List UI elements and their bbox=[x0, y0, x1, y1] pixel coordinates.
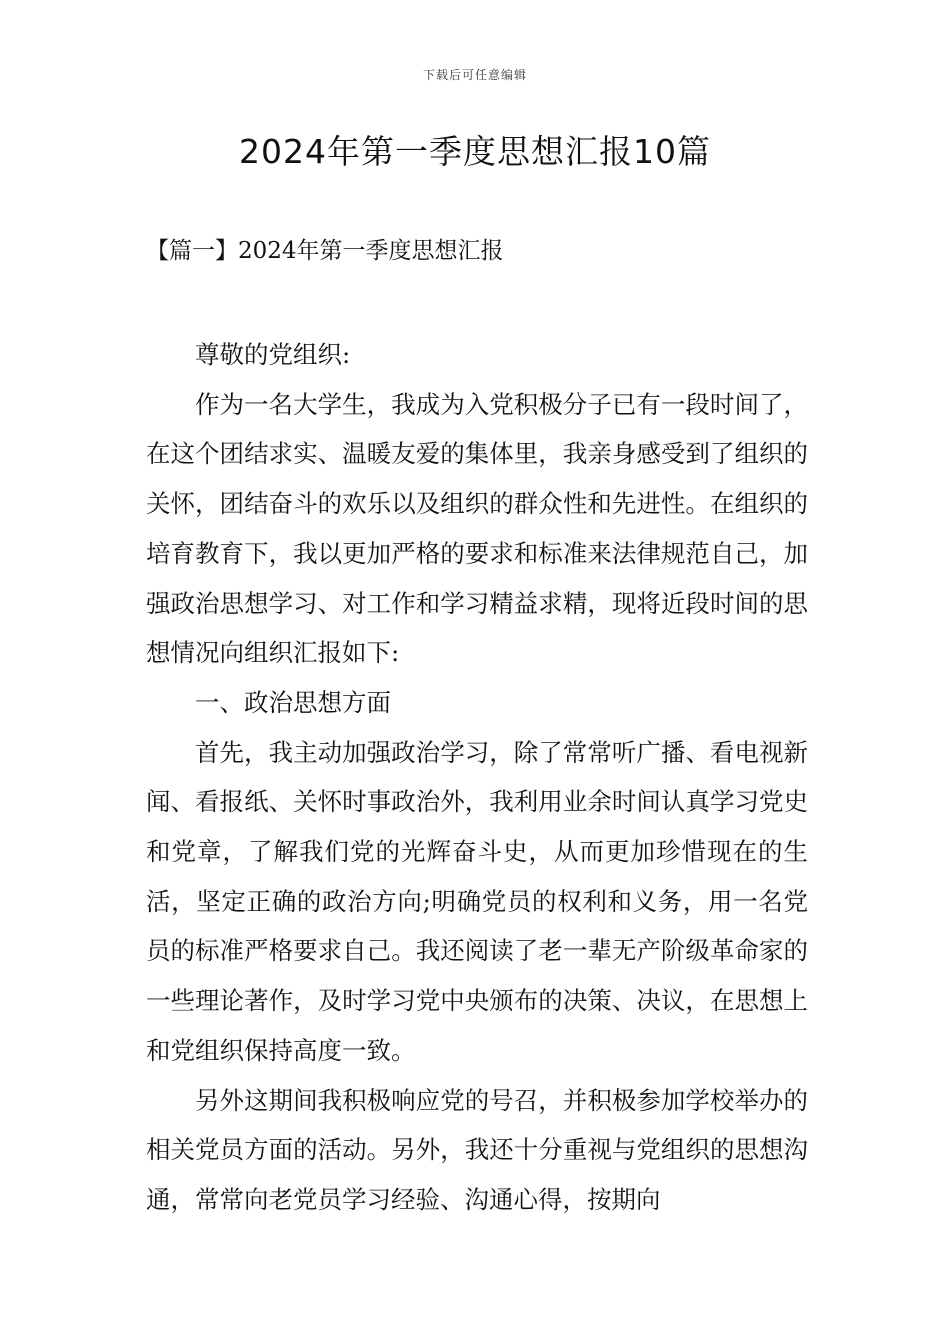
body-paragraph: 首先，我主动加强政治学习，除了常常听广播、看电视新闻、看报纸、关怀时事政治外，我利用业余时间认真学习党史和党章，了解我们党的光辉奋斗史，从而更加珍惜现在的生活，坚定正确的政治方向;明确党员的权利和义务，用一名党员的标准严格要求自己。我还阅读了老一辈无产阶级革命家的一些理论著作，及时学习党中央颁布的决策、决议，在思想上和党组织保持高度一致。 bbox=[146, 737, 808, 1065]
intro-paragraph: 作为一名大学生，我成为入党积极分子已有一段时间了，在这个团结求实、温暖友爱的集体里，我亲身感受到了组织的关怀，团结奋斗的欢乐以及组织的群众性和先进性。在组织的培育教育下，我以更加严格的要求和标准来法律规范自己，加强政治思想学习、对工作和学习精益求精，现将近段时间的思想情况向组织汇报如下: bbox=[146, 389, 808, 668]
body-text bbox=[146, 330, 808, 1225]
body-paragraph: 另外这期间我积极响应党的号召，并积极参加学校举办的相关党员方面的活动。另外，我还十分重视与党组织的思想沟通，常常向老党员学习经验、沟通心得，按期向 bbox=[146, 1085, 808, 1214]
section-heading: 【篇一】2024年第一季度思想汇报 bbox=[146, 238, 504, 264]
subsection-heading: 一、政治思想方面 bbox=[195, 687, 391, 717]
header-note: 下载后可任意编辑 bbox=[422, 68, 527, 82]
document-title: 2024年第一季度思想汇报10篇 bbox=[239, 132, 711, 171]
salutation-paragraph: 尊敬的党组织: bbox=[195, 340, 351, 369]
